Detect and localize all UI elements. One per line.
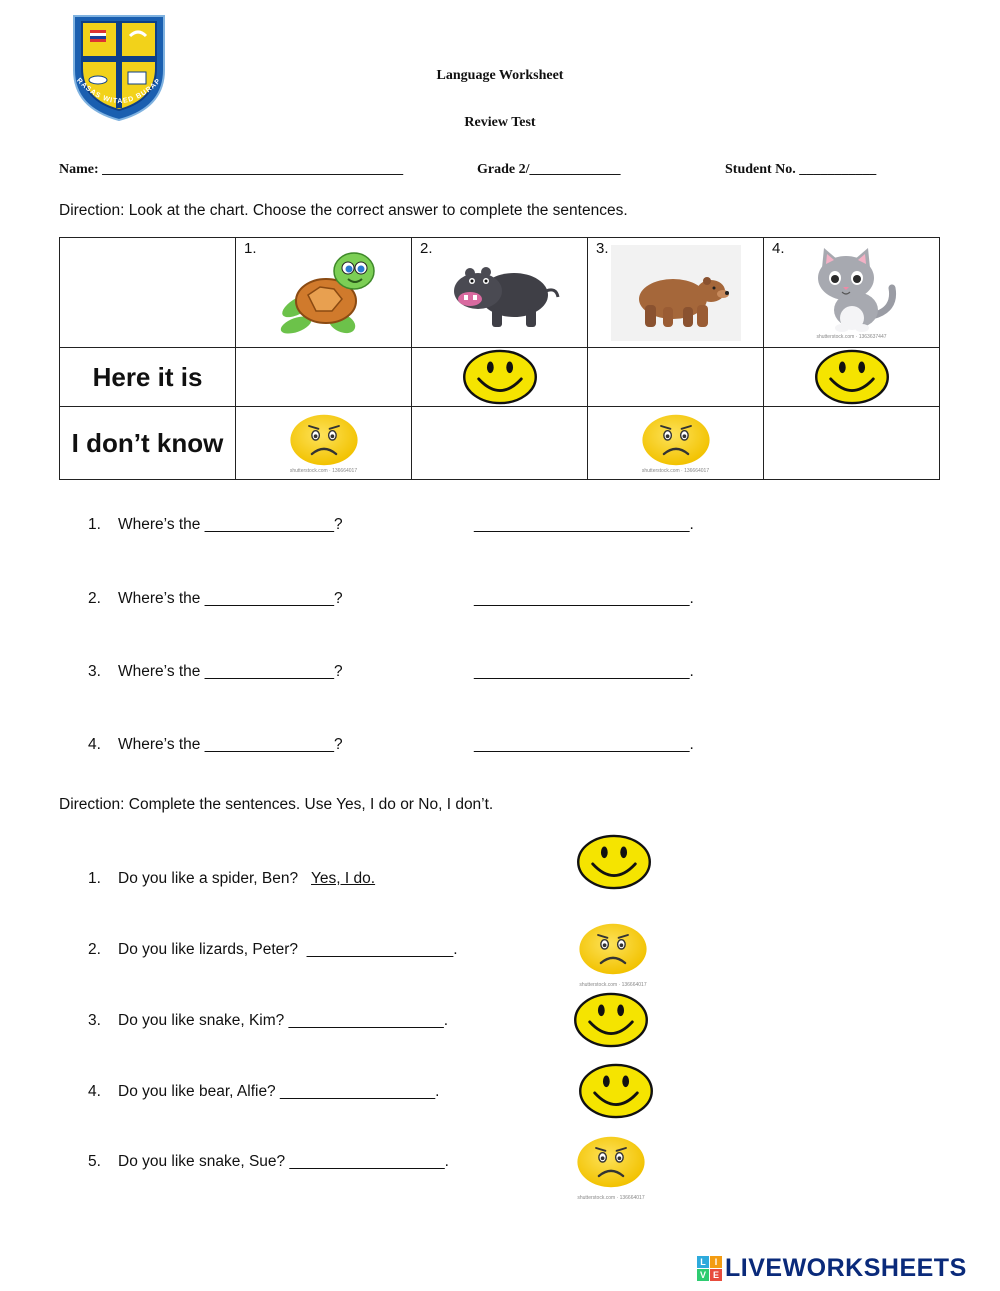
chart-cell[interactable] — [236, 407, 412, 480]
happy-face-icon — [460, 348, 540, 406]
chart-col-3 — [588, 238, 764, 348]
item-answer[interactable]: __________________. — [280, 1083, 440, 1100]
sad-face-caption: shutterstock.com · 136664017 — [641, 468, 710, 474]
direction-1: Direction: Look at the chart. Choose the correct answer to complete the sentences. — [59, 202, 628, 219]
sad-face-caption: shutterstock.com · 136664017 — [577, 1195, 645, 1201]
row-label-here-it-is: Here it is — [60, 348, 236, 407]
happy-face-icon — [571, 991, 651, 1049]
question-text[interactable]: Where’s the _______________? — [118, 516, 343, 533]
happy-face-icon — [812, 348, 892, 406]
chart-cell[interactable] — [412, 407, 588, 480]
chart-col-4 — [764, 238, 940, 348]
sad-face-icon — [573, 1134, 649, 1190]
question-number: 1. — [88, 516, 101, 533]
svg-text:SARASAS WITAED BURAPHA: RASAS WITAED BURAP — [75, 77, 163, 106]
bear-image — [588, 245, 763, 341]
turtle-image — [236, 241, 411, 345]
question-text[interactable]: Where’s the _______________? — [118, 736, 343, 753]
item-2 — [88, 941, 458, 959]
item-text: Do you like lizards, Peter? — [118, 941, 299, 958]
liveworksheets-logo[interactable] — [697, 1254, 967, 1283]
col-number: 2. — [420, 240, 433, 257]
answer-blank-1[interactable]: _________________________. — [474, 516, 694, 533]
col-number: 4. — [772, 240, 785, 257]
answer-blank-2[interactable]: _________________________. — [474, 590, 694, 607]
animal-chart — [59, 237, 940, 480]
chart-col-2 — [412, 238, 588, 348]
question-2 — [88, 590, 343, 608]
question-1 — [88, 516, 343, 534]
item-4 — [88, 1083, 439, 1101]
col-number: 1. — [244, 240, 257, 257]
item-1 — [88, 870, 375, 888]
question-number: 3. — [88, 663, 101, 680]
item-5 — [88, 1153, 449, 1171]
cat-image — [764, 246, 939, 340]
direction-2: Direction: Complete the sentences. Use Yes, I do or No, I don’t. — [59, 796, 494, 813]
item-answer[interactable]: __________________. — [289, 1153, 449, 1170]
worksheet-title: Language Worksheet — [436, 68, 564, 83]
hippo-image — [412, 253, 587, 333]
col-number: 3. — [596, 240, 609, 257]
question-text[interactable]: Where’s the _______________? — [118, 663, 343, 680]
item-text: Do you like bear, Alfie? — [118, 1083, 276, 1100]
question-3 — [88, 663, 343, 681]
item-number: 2. — [88, 941, 101, 958]
liveworksheets-badge-icon: L I V E — [697, 1256, 722, 1281]
cat-image-caption: shutterstock.com · 1363637447 — [816, 333, 887, 340]
chart-cell[interactable] — [588, 348, 764, 407]
item-answer[interactable]: Yes, I do. — [311, 870, 376, 887]
item-number: 4. — [88, 1083, 101, 1100]
question-4 — [88, 736, 343, 754]
sad-face-icon — [575, 921, 651, 977]
item-text: Do you like snake, Kim? — [118, 1012, 285, 1029]
item-2-face — [575, 921, 651, 988]
sad-face-icon — [286, 412, 362, 468]
worksheet-subtitle: Review Test — [464, 115, 536, 130]
happy-face-icon — [575, 833, 653, 891]
chart-col-1 — [236, 238, 412, 348]
item-text: Do you like a spider, Ben? — [118, 870, 299, 887]
liveworksheets-brand-text: LIVEWORKSHEETS — [725, 1254, 967, 1282]
item-number: 1. — [88, 870, 101, 887]
sad-face-caption: shutterstock.com · 136664017 — [289, 468, 358, 474]
answer-blank-4[interactable]: _________________________. — [474, 736, 694, 753]
chart-cell[interactable] — [236, 348, 412, 407]
chart-cell[interactable] — [412, 348, 588, 407]
answer-blank-3[interactable]: _________________________. — [474, 663, 694, 680]
sad-face-caption: shutterstock.com · 136664017 — [579, 982, 647, 988]
item-3 — [88, 1012, 448, 1030]
chart-cell[interactable] — [588, 407, 764, 480]
item-answer[interactable]: __________________. — [288, 1012, 449, 1029]
chart-cell[interactable] — [764, 348, 940, 407]
item-number: 3. — [88, 1012, 101, 1029]
question-number: 4. — [88, 736, 101, 753]
grade-field[interactable]: Grade 2/_____________ — [477, 162, 621, 177]
question-text[interactable]: Where’s the _______________? — [118, 590, 343, 607]
item-answer[interactable]: _________________. — [306, 941, 458, 958]
student-number-field[interactable]: Student No. ___________ — [725, 162, 877, 177]
chart-cell[interactable] — [764, 407, 940, 480]
happy-face-icon — [577, 1062, 655, 1120]
item-5-face — [573, 1134, 649, 1201]
row-label-i-dont-know: I don’t know — [60, 407, 236, 480]
item-text: Do you like snake, Sue? — [118, 1153, 286, 1170]
school-crest-logo — [60, 8, 178, 124]
question-number: 2. — [88, 590, 101, 607]
name-field[interactable]: Name: ___________________________________________ — [59, 162, 404, 177]
sad-face-icon — [638, 412, 714, 468]
item-number: 5. — [88, 1153, 101, 1170]
chart-corner-cell — [60, 238, 236, 348]
